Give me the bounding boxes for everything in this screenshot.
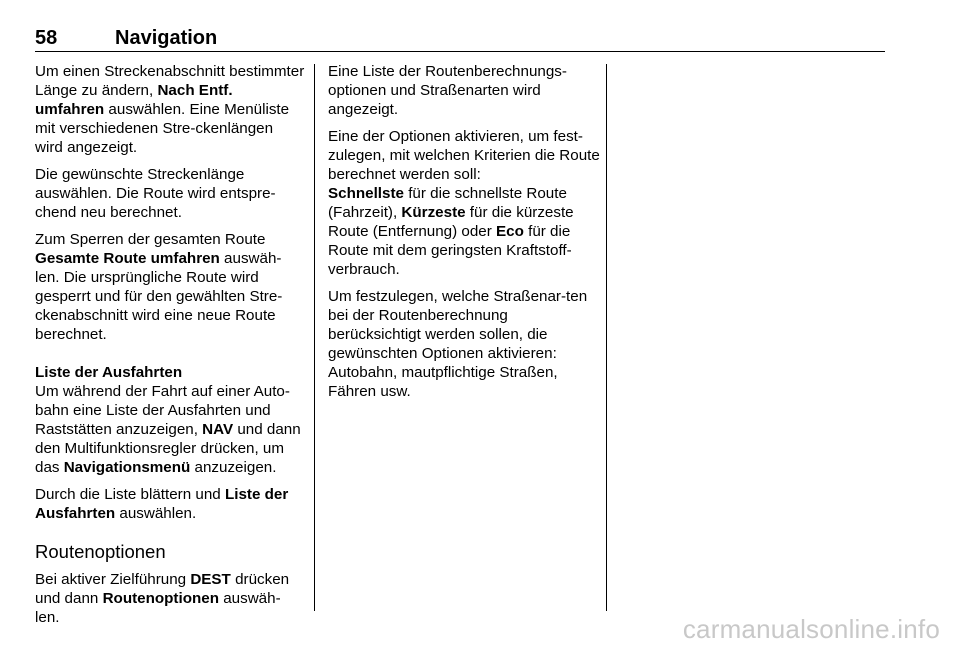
- text-run: auswählen. Eine Menüliste mit verschiedenen Stre‐ckenlängen wird angezeigt.: [35, 101, 290, 156]
- option-term: Kürzeste: [401, 204, 466, 221]
- text-run: auswählen.: [115, 505, 197, 522]
- button-term: NAV: [202, 421, 234, 438]
- text-run: Um während der Fahrt auf einer Auto‐bahn eine Liste der Ausfahrten und Raststätten anzuzeigen,: [35, 383, 290, 438]
- paragraph: [35, 570, 305, 627]
- text-run: auswäh‐len. Die ursprüngliche Route wird gesperrt und für den gewählten Stre‐ckenabschnitt wird eine neue Route berechnet.: [35, 250, 283, 343]
- paragraph: Die gewünschte Streckenlänge auswählen. Die Route wird entspre‐chend neu berechnet.: [35, 166, 276, 221]
- section-heading: Routenoptionen: [35, 541, 166, 562]
- text-run: Durch die Liste blättern und: [35, 486, 225, 503]
- paragraph: [328, 184, 600, 279]
- text-run: drücken und dann: [35, 571, 290, 607]
- text-run: auswäh‐len.: [35, 590, 281, 626]
- column-divider-left: [314, 64, 315, 611]
- text-run: Zum Sperren der gesamten Route: [35, 231, 266, 248]
- menu-term: Nach Entf. umfahren: [35, 82, 233, 118]
- header-rule: [35, 51, 885, 52]
- column-divider-right: [606, 64, 607, 611]
- page-title: Navigation: [115, 27, 218, 49]
- option-term: Schnellste: [328, 185, 404, 202]
- paragraph: [35, 382, 305, 477]
- left-column: [35, 62, 305, 635]
- page-header: [35, 27, 885, 53]
- menu-term: Liste der Ausfahrten: [35, 486, 289, 522]
- paragraph: [35, 230, 305, 344]
- button-term: DEST: [190, 571, 231, 588]
- watermark: carmanualsonline.info: [682, 614, 940, 644]
- subheading: Liste der Ausfahrten: [35, 364, 183, 381]
- option-term: Eco: [496, 223, 524, 240]
- middle-column: [328, 62, 600, 409]
- text-run: für die kürzeste Route (Entfernung) oder: [328, 204, 574, 240]
- text-run: anzuzeigen.: [190, 459, 277, 476]
- text-run: Um einen Streckenabschnitt bestimmter Länge zu ändern,: [35, 63, 305, 99]
- menu-term: Gesamte Route umfahren: [35, 250, 220, 267]
- page-number: 58: [35, 27, 58, 49]
- menu-term: Navigationsmenü: [63, 459, 191, 476]
- menu-term: Routenoptionen: [102, 590, 219, 607]
- paragraph: Eine der Optionen aktivieren, um fest‐zulegen, mit welchen Kriterien die Route berechnet werden soll:: [328, 128, 600, 183]
- text-run: für die Route mit dem geringsten Kraftstoff‐verbrauch.: [328, 223, 572, 278]
- paragraph: Eine Liste der Routenberechnungs‐optionen und Straßenarten wird angezeigt.: [328, 63, 567, 118]
- text-run: für die schnellste Route (Fahrzeit),: [328, 185, 567, 221]
- text-run: und dann den Multifunktionsregler drücken, um das: [35, 421, 301, 476]
- text-run: Bei aktiver Zielführung: [35, 571, 191, 588]
- paragraph: [35, 62, 305, 157]
- paragraph: Um festzulegen, welche Straßenar‐ten bei der Routenberechnung berücksichtigt werden sollen, die gewünschten Optionen aktivieren: Autobahn, mautpflichtige Straßen, Fähren usw.: [328, 288, 588, 400]
- paragraph: [35, 485, 305, 523]
